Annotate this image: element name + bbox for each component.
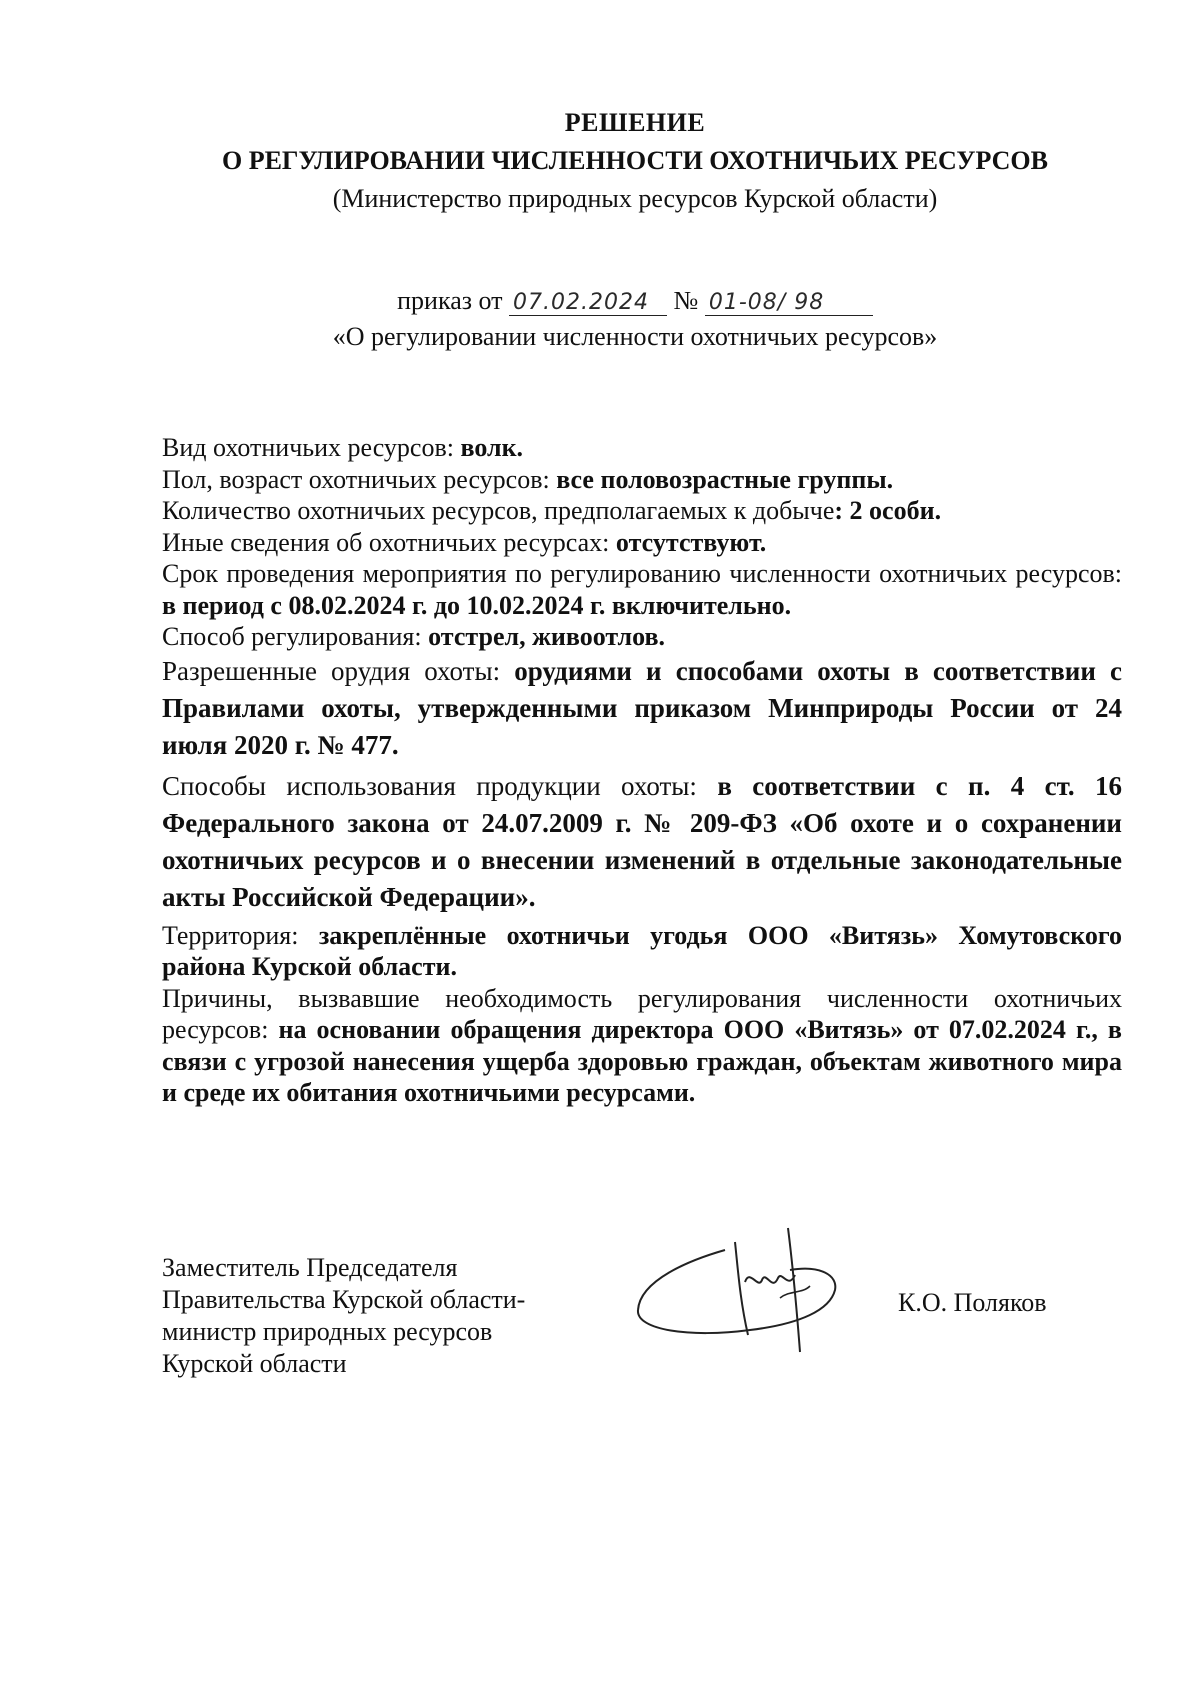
field-other-info: Иные сведения об охотничьих ресурсах: отсутствуют. (162, 527, 767, 557)
document-subtitle: О РЕГУЛИРОВАНИИ ЧИСЛЕННОСТИ ОХОТНИЧЬИХ РЕСУРСОВ (221, 146, 1049, 175)
field-territory: Территория: закреплённые охотничьи угодья ООО «Витязь» Хомутовского района Курской области. (162, 920, 1122, 981)
issuing-ministry: (Министерство природных ресурсов Курской области) (332, 184, 938, 213)
order-number-sign: № (673, 286, 699, 315)
field-method: Способ регулирования: отстрел, живоотлов. (162, 622, 666, 651)
order-title: «О регулировании численности охотничьих ресурсов» (332, 322, 938, 351)
order-number-handwritten: 01-08/ 98 (705, 290, 873, 316)
field-sex-age: Пол, возраст охотничьих ресурсов: все половозрастные группы. (162, 464, 894, 494)
field-period: Срок проведения мероприятия по регулированию численности охотничьих ресурсов: в период с 08.02.2024 г. до 10.02.2024 г. включительно. (162, 559, 1122, 620)
signatory-line-1: Заместитель Председателя (162, 1253, 458, 1282)
handwritten-signature (630, 1220, 860, 1370)
field-species: Вид охотничьих ресурсов: волк. (162, 433, 524, 462)
field-quantity: Количество охотничьих ресурсов, предполагаемых к добыче: 2 особи. (162, 496, 942, 525)
decision-body (162, 432, 1122, 1109)
field-usage: Способы использования продукции охоты: в соответствии с п. 4 ст. 16 Федерального закона от 24.07.2009 г. № 209-ФЗ «Об охоте и о сохранении охотничьих ресурсов и о внесении изменений в отдельные законодательные акты Российской Федерации». (162, 770, 1122, 912)
order-date-handwritten: 07.02.2024 (509, 290, 667, 316)
signatory-line-4: Курской области (162, 1349, 347, 1378)
signatory-name: К.О. Поляков (898, 1288, 1047, 1317)
order-prefix: приказ от (397, 286, 503, 315)
signatory-position (162, 1252, 582, 1380)
field-reasons: Причины, вызвавшие необходимость регулирования численности охотничьих ресурсов: на основании обращения директора ООО «Витязь» от 07.02.2024 г., в связи с угрозой нанесения ущерба здоровью граждан, объектам животного мира и среде их обитания охотничьими ресурсами. (162, 983, 1122, 1107)
signatory-line-2: Правительства Курской области- (162, 1285, 526, 1314)
document-title: РЕШЕНИЕ (564, 108, 706, 137)
order-reference (0, 286, 1200, 316)
field-tools: Разрешенные орудия охоты: орудиями и способами охоты в соответствии с Правилами охоты, утвержденными приказом Минприроды России от 24 июля 2020 г. № 477. (162, 655, 1122, 760)
signatory-line-3: министр природных ресурсов (162, 1317, 493, 1346)
